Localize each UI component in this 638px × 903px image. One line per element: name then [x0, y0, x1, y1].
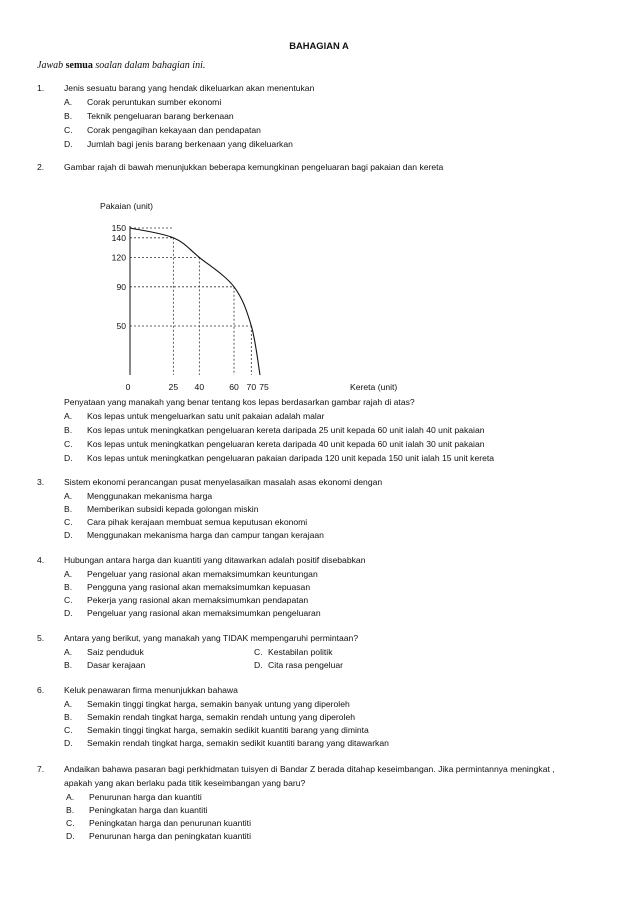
question-number: 6. [37, 685, 45, 695]
option-letter: D. [64, 139, 73, 149]
option-text[interactable]: Penurunan harga dan peningkatan kuantiti [89, 831, 251, 841]
question-stem: Sistem ekonomi perancangan pusat menyelasaikan masalah asas ekonomi dengan [64, 477, 383, 487]
y-tick-label: 90 [116, 281, 126, 292]
option-text[interactable]: Teknik pengeluaran barang berkenaan [87, 111, 234, 121]
option-letter: A. [66, 792, 75, 802]
option-text[interactable]: Kestabilan politik [268, 647, 333, 657]
x-tick-label: 70 [246, 382, 257, 392]
x-axis-label: Kereta (unit) [350, 382, 398, 392]
option-text[interactable]: Jumlah bagi jenis barang berkenaan yang dikeluarkan [87, 139, 293, 149]
instruction [37, 60, 205, 71]
instruction-bold: semua [65, 60, 93, 71]
x-tick-label: 40 [194, 382, 205, 392]
y-tick-label: 150 [111, 223, 126, 233]
option-text[interactable]: Peningkatan harga dan kuantiti [89, 805, 208, 815]
option-letter: D. [64, 608, 73, 618]
option-letter: C. [64, 125, 73, 135]
question-number: 4. [37, 555, 45, 565]
question-number: 2. [37, 162, 45, 172]
option-text[interactable]: Saiz penduduk [87, 647, 144, 657]
option-text[interactable]: Kos lepas untuk meningkatkan pengeluaran kereta daripada 25 unit kepada 60 unit ialah 40 unit pakaian [87, 425, 485, 435]
option-letter: A. [64, 569, 73, 579]
option-letter: B. [64, 660, 73, 670]
option-text[interactable]: Penurunan harga dan kuantiti [89, 792, 202, 802]
option-text[interactable]: Dasar kerajaan [87, 660, 146, 670]
option-text[interactable]: Semakin rendah tingkat harga, semakin rendah untung yang diperoleh [87, 712, 356, 722]
option-text[interactable]: Semakin rendah tingkat harga, semakin sedikit kuantiti barang yang ditawarkan [87, 738, 389, 748]
question-stem-2: Penyataan yang manakah yang benar tentang kos lepas berdasarkan gambar rajah di atas? [64, 397, 415, 407]
option-text[interactable]: Semakin tinggi tingkat harga, semakin sedikit kuantiti barang yang diminta [87, 725, 369, 735]
option-letter: C. [64, 439, 73, 449]
option-letter: D. [64, 738, 73, 748]
option-text[interactable]: Menggunakan mekanisma harga [87, 491, 213, 501]
option-letter: A. [64, 411, 73, 421]
option-text[interactable]: Menggunakan mekanisma harga dan campur tangan kerajaan [87, 530, 324, 540]
option-letter: C. [64, 517, 73, 527]
y-axis-label: Pakaian (unit) [100, 201, 154, 211]
option-text[interactable]: Kos lepas untuk meningkatkan pengeluaran pakaian daripada 120 unit kepada 150 unit ialah 15 unit kereta [87, 453, 495, 463]
option-text[interactable]: Corak peruntukan sumber ekonomi [87, 97, 222, 107]
question-stem-line-2: apakah yang akan berlaku pada titik keseimbangan yang baru? [64, 778, 306, 788]
option-text[interactable]: Pengeluar yang rasional akan memaksimumkan keuntungan [87, 569, 318, 579]
y-tick-label: 140 [111, 232, 126, 243]
option-letter: D. [66, 831, 75, 841]
option-letter: C. [64, 725, 73, 735]
option-letter: B. [64, 504, 73, 514]
y-tick-label: 120 [111, 252, 126, 263]
question-stem: Hubungan antara harga dan kuantiti yang ditawarkan adalah positif disebabkan [64, 555, 366, 565]
option-letter: D. [254, 660, 263, 670]
option-text[interactable]: Peningkatan harga dan penurunan kuantiti [89, 818, 251, 828]
option-letter: B. [66, 805, 75, 815]
option-letter: B. [64, 111, 73, 121]
ppf-chart [60, 195, 500, 400]
x-tick-label: 60 [229, 382, 239, 392]
question-number: 7. [37, 764, 45, 774]
x-tick-label: 25 [168, 382, 179, 392]
option-letter: A. [64, 699, 73, 709]
option-text[interactable]: Kos lepas untuk mengeluarkan satu unit pakaian adalah malar [87, 411, 325, 421]
ppf-curve [130, 228, 260, 375]
x-tick-label: 0 [125, 382, 131, 392]
instruction-post: soalan dalam bahagian ini. [92, 60, 206, 71]
question-stem: Keluk penawaran firma menunjukkan bahawa [64, 685, 238, 695]
option-text[interactable]: Corak pengagihan kekayaan dan pendapatan [87, 125, 261, 135]
option-text[interactable]: Cara pihak kerajaan membuat semua keputusan ekonomi [87, 517, 308, 527]
option-text[interactable]: Semakin tinggi tingkat harga, semakin banyak untung yang diperoleh [87, 699, 350, 709]
option-text[interactable]: Pengguna yang rasional akan memaksimumkan kepuasan [87, 582, 311, 592]
question-stem: Gambar rajah di bawah menunjukkan beberapa kemungkinan pengeluaran bagi pakaian dan kereta [64, 162, 444, 172]
option-text[interactable]: Pekerja yang rasional akan memaksimumkan pendapatan [87, 595, 309, 605]
option-letter: A. [64, 647, 73, 657]
option-letter: C. [64, 595, 73, 605]
question-number: 1. [37, 83, 45, 93]
instruction-pre: Jawab [37, 60, 66, 71]
option-text[interactable]: Cita rasa pengeluar [268, 660, 344, 670]
chart-marks [112, 223, 269, 392]
option-letter: B. [64, 712, 73, 722]
option-letter: A. [64, 97, 73, 107]
option-letter: C. [66, 818, 75, 828]
option-letter: A. [64, 491, 73, 501]
question-stem: Antara yang berikut, yang manakah yang TIDAK mempengaruhi permintaan? [64, 633, 359, 643]
section-heading: BAHAGIAN A [289, 40, 349, 51]
question-number: 5. [37, 633, 45, 643]
option-letter: B. [64, 582, 73, 592]
option-letter: B. [64, 425, 73, 435]
option-text[interactable]: Pengeluar yang rasional akan memaksimumkan pengeluaran [87, 608, 321, 618]
option-letter: D. [64, 530, 73, 540]
option-text[interactable]: Memberikan subsidi kepada golongan miskin [87, 504, 259, 514]
option-letter: D. [64, 453, 73, 463]
x-tick-label: 75 [259, 382, 269, 392]
y-tick-label: 50 [116, 321, 126, 331]
question-stem: Andaikan bahawa pasaran bagi perkhidmatan tuisyen di Bandar Z berada ditahap keseimbangan. Jika permintannya meningkat , [64, 764, 555, 774]
question-stem: Jenis sesuatu barang yang hendak dikeluarkan akan menentukan [64, 83, 315, 93]
option-letter: C. [254, 647, 263, 657]
question-number: 3. [37, 477, 45, 487]
option-text[interactable]: Kos lepas untuk meningkatkan pengeluaran kereta daripada 40 unit kepada 60 unit ialah 30 unit pakaian [87, 439, 485, 449]
